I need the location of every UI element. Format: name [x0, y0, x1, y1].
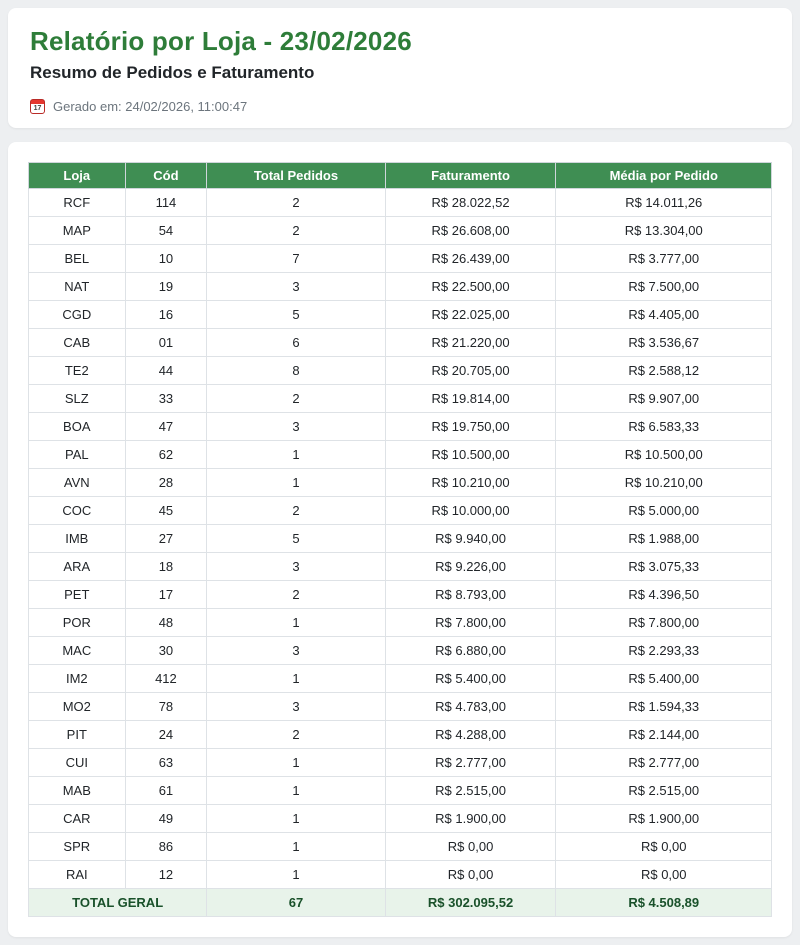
- table-cell: R$ 9.940,00: [385, 525, 556, 553]
- table-cell: R$ 19.750,00: [385, 413, 556, 441]
- table-cell: R$ 7.800,00: [556, 609, 772, 637]
- table-cell: R$ 4.396,50: [556, 581, 772, 609]
- table-cell: PET: [29, 581, 126, 609]
- table-cell: MAB: [29, 777, 126, 805]
- table-row: [29, 245, 772, 273]
- table-row: [29, 749, 772, 777]
- table-cell: R$ 2.515,00: [385, 777, 556, 805]
- table-row: [29, 217, 772, 245]
- table-cell: R$ 19.814,00: [385, 385, 556, 413]
- table-cell: R$ 1.988,00: [556, 525, 772, 553]
- table-cell: R$ 2.144,00: [556, 721, 772, 749]
- table-cell: 63: [125, 749, 207, 777]
- table-cell: RCF: [29, 189, 126, 217]
- table-cell: R$ 6.583,33: [556, 413, 772, 441]
- table-row: [29, 301, 772, 329]
- table-cell: R$ 9.226,00: [385, 553, 556, 581]
- table-cell: 48: [125, 609, 207, 637]
- table-cell: R$ 22.025,00: [385, 301, 556, 329]
- table-row: [29, 693, 772, 721]
- table-cell: 3: [207, 553, 385, 581]
- table-cell: R$ 8.793,00: [385, 581, 556, 609]
- table-cell: 8: [207, 357, 385, 385]
- table-header-row: [29, 163, 772, 189]
- table-cell: 412: [125, 665, 207, 693]
- table-cell: 28: [125, 469, 207, 497]
- table-cell: 114: [125, 189, 207, 217]
- table-cell: R$ 0,00: [385, 833, 556, 861]
- table-cell: 86: [125, 833, 207, 861]
- table-cell: 2: [207, 497, 385, 525]
- page-title: Relatório por Loja - 23/02/2026: [30, 26, 412, 56]
- table-cell: 24: [125, 721, 207, 749]
- table-cell: R$ 2.515,00: [556, 777, 772, 805]
- table-cell: R$ 0,00: [556, 833, 772, 861]
- table-cell: 3: [207, 693, 385, 721]
- table-cell: R$ 10.210,00: [556, 469, 772, 497]
- table-cell: R$ 0,00: [556, 861, 772, 889]
- table-cell: PAL: [29, 441, 126, 469]
- table-cell: CAR: [29, 805, 126, 833]
- table-cell: 54: [125, 217, 207, 245]
- table-cell: R$ 5.000,00: [556, 497, 772, 525]
- table-row: [29, 469, 772, 497]
- table-cell: 1: [207, 749, 385, 777]
- table-cell: 2: [207, 217, 385, 245]
- table-cell: 2: [207, 385, 385, 413]
- generated-timestamp-line: [30, 99, 770, 114]
- table-cell: R$ 26.439,00: [385, 245, 556, 273]
- table-cell: CAB: [29, 329, 126, 357]
- table-cell: 44: [125, 357, 207, 385]
- page-subtitle: Resumo de Pedidos e Faturamento: [30, 63, 315, 82]
- table-cell: 61: [125, 777, 207, 805]
- table-cell: IM2: [29, 665, 126, 693]
- table-cell: 3: [207, 413, 385, 441]
- table-row: [29, 357, 772, 385]
- table-cell: COC: [29, 497, 126, 525]
- table-cell: R$ 14.011,26: [556, 189, 772, 217]
- column-header: Média por Pedido: [556, 163, 772, 189]
- table-cell: R$ 10.500,00: [385, 441, 556, 469]
- table-cell: 7: [207, 245, 385, 273]
- table-cell: MAP: [29, 217, 126, 245]
- table-cell: RAI: [29, 861, 126, 889]
- table-row: [29, 413, 772, 441]
- table-cell: ARA: [29, 553, 126, 581]
- table-row: [29, 189, 772, 217]
- table-row: [29, 441, 772, 469]
- table-cell: R$ 28.022,52: [385, 189, 556, 217]
- table-row: [29, 329, 772, 357]
- table-cell: R$ 2.293,33: [556, 637, 772, 665]
- table-cell: POR: [29, 609, 126, 637]
- table-cell: 1: [207, 441, 385, 469]
- table-cell: R$ 2.777,00: [556, 749, 772, 777]
- table-cell: R$ 2.588,12: [556, 357, 772, 385]
- table-cell: R$ 21.220,00: [385, 329, 556, 357]
- table-cell: AVN: [29, 469, 126, 497]
- table-row: [29, 665, 772, 693]
- table-row: [29, 777, 772, 805]
- table-cell: R$ 0,00: [385, 861, 556, 889]
- table-cell: NAT: [29, 273, 126, 301]
- table-cell: 10: [125, 245, 207, 273]
- table-cell: 1: [207, 665, 385, 693]
- generated-timestamp: Gerado em: 24/02/2026, 11:00:47: [53, 99, 248, 114]
- table-row: [29, 721, 772, 749]
- table-cell: 45: [125, 497, 207, 525]
- table-cell: 78: [125, 693, 207, 721]
- table-cell: 30: [125, 637, 207, 665]
- table-cell: 3: [207, 273, 385, 301]
- table-cell: R$ 2.777,00: [385, 749, 556, 777]
- table-cell: R$ 26.608,00: [385, 217, 556, 245]
- calendar-icon: [30, 99, 45, 114]
- table-cell: R$ 1.900,00: [556, 805, 772, 833]
- table-cell: 5: [207, 525, 385, 553]
- table-cell: 2: [207, 721, 385, 749]
- table-cell: IMB: [29, 525, 126, 553]
- table-cell: R$ 3.536,67: [556, 329, 772, 357]
- total-faturamento: R$ 302.095,52: [385, 889, 556, 917]
- table-cell: CGD: [29, 301, 126, 329]
- table-cell: TE2: [29, 357, 126, 385]
- table-row: [29, 553, 772, 581]
- table-row: [29, 273, 772, 301]
- table-cell: 1: [207, 833, 385, 861]
- table-row: [29, 609, 772, 637]
- table-cell: 2: [207, 189, 385, 217]
- table-row: [29, 385, 772, 413]
- report-header-card: [8, 8, 792, 128]
- table-cell: 1: [207, 469, 385, 497]
- table-cell: R$ 4.783,00: [385, 693, 556, 721]
- table-cell: 16: [125, 301, 207, 329]
- column-header: Loja: [29, 163, 126, 189]
- table-cell: 1: [207, 805, 385, 833]
- table-body: [29, 189, 772, 889]
- table-row: [29, 833, 772, 861]
- table-cell: R$ 20.705,00: [385, 357, 556, 385]
- column-header: Faturamento: [385, 163, 556, 189]
- table-cell: R$ 13.304,00: [556, 217, 772, 245]
- table-cell: 33: [125, 385, 207, 413]
- table-cell: R$ 10.500,00: [556, 441, 772, 469]
- table-cell: R$ 10.000,00: [385, 497, 556, 525]
- table-cell: R$ 3.075,33: [556, 553, 772, 581]
- table-cell: R$ 10.210,00: [385, 469, 556, 497]
- table-row: [29, 861, 772, 889]
- table-cell: R$ 22.500,00: [385, 273, 556, 301]
- sales-by-store-table: [28, 162, 772, 917]
- table-cell: 12: [125, 861, 207, 889]
- total-media-por-pedido: R$ 4.508,89: [556, 889, 772, 917]
- table-cell: R$ 1.900,00: [385, 805, 556, 833]
- table-total-row: [29, 889, 772, 917]
- table-cell: 5: [207, 301, 385, 329]
- table-cell: 47: [125, 413, 207, 441]
- table-cell: BEL: [29, 245, 126, 273]
- table-cell: R$ 1.594,33: [556, 693, 772, 721]
- table-cell: 01: [125, 329, 207, 357]
- report-table-card: [8, 142, 792, 937]
- table-row: [29, 637, 772, 665]
- table-cell: 19: [125, 273, 207, 301]
- table-cell: 49: [125, 805, 207, 833]
- table-cell: SPR: [29, 833, 126, 861]
- table-cell: PIT: [29, 721, 126, 749]
- table-cell: R$ 4.288,00: [385, 721, 556, 749]
- table-cell: 1: [207, 609, 385, 637]
- total-pedidos: 67: [207, 889, 385, 917]
- table-cell: MO2: [29, 693, 126, 721]
- table-cell: 18: [125, 553, 207, 581]
- table-cell: 1: [207, 777, 385, 805]
- table-cell: R$ 6.880,00: [385, 637, 556, 665]
- table-cell: 27: [125, 525, 207, 553]
- table-cell: R$ 4.405,00: [556, 301, 772, 329]
- table-row: [29, 581, 772, 609]
- table-cell: R$ 3.777,00: [556, 245, 772, 273]
- table-cell: BOA: [29, 413, 126, 441]
- table-cell: R$ 5.400,00: [556, 665, 772, 693]
- table-cell: R$ 7.500,00: [556, 273, 772, 301]
- table-cell: R$ 9.907,00: [556, 385, 772, 413]
- table-cell: 1: [207, 861, 385, 889]
- table-cell: 2: [207, 581, 385, 609]
- column-header: Total Pedidos: [207, 163, 385, 189]
- column-header: Cód: [125, 163, 207, 189]
- table-cell: 62: [125, 441, 207, 469]
- table-cell: SLZ: [29, 385, 126, 413]
- table-cell: R$ 7.800,00: [385, 609, 556, 637]
- table-cell: 17: [125, 581, 207, 609]
- total-label: TOTAL GERAL: [29, 889, 207, 917]
- table-row: [29, 497, 772, 525]
- table-cell: R$ 5.400,00: [385, 665, 556, 693]
- table-row: [29, 805, 772, 833]
- table-cell: MAC: [29, 637, 126, 665]
- table-row: [29, 525, 772, 553]
- table-cell: 3: [207, 637, 385, 665]
- table-cell: CUI: [29, 749, 126, 777]
- table-cell: 6: [207, 329, 385, 357]
